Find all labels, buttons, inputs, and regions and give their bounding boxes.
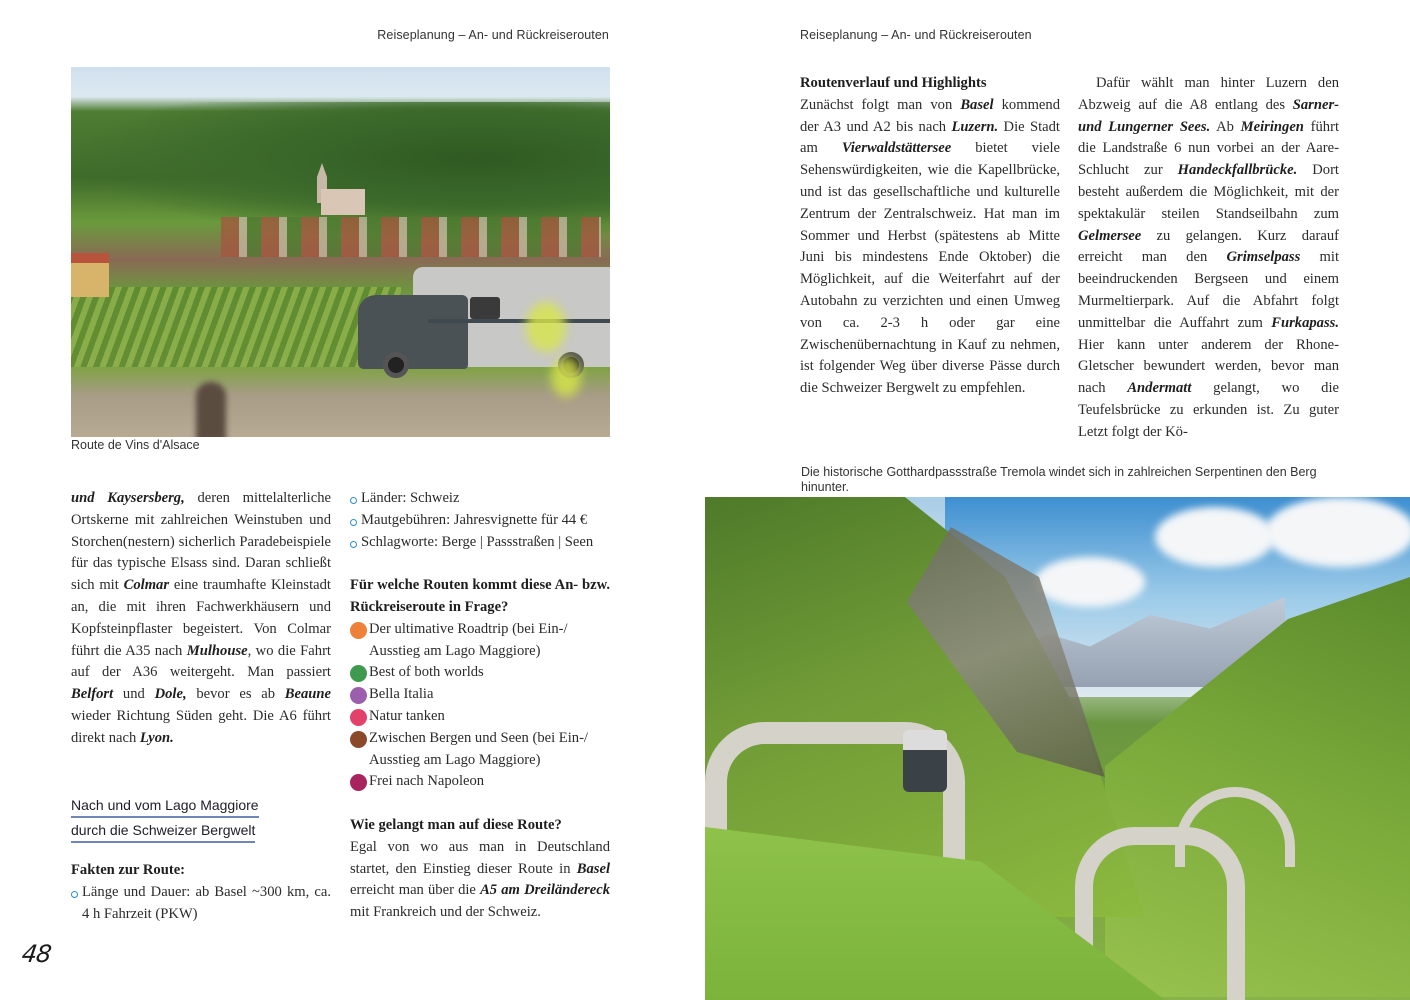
emphasized-place: Sarner- und Lungerner Sees. bbox=[1078, 96, 1339, 135]
fact-item: Mautgebühren: Jahresvignette für 44 € bbox=[350, 510, 610, 532]
photo-post bbox=[196, 382, 226, 437]
right-page bbox=[705, 0, 1410, 1000]
text-run: , wo die Fahrt auf der A36 weitergeht. Man passiert bbox=[71, 642, 331, 681]
route-paragraph-continued bbox=[1078, 73, 1339, 444]
emphasized-place: und Kaysersberg, bbox=[71, 490, 185, 506]
camper-cabin bbox=[358, 295, 468, 369]
emphasized-place: A5 am Dreiländereck bbox=[480, 882, 610, 899]
column-1 bbox=[71, 488, 331, 750]
route-color-dot-icon bbox=[350, 665, 367, 682]
text-run: Hier kann unter anderem der Rhone-Gletscher bewundert werden, bevor man nach bbox=[1078, 336, 1339, 397]
photo-cloud bbox=[1155, 507, 1275, 567]
route-item bbox=[350, 619, 610, 663]
route-color-dot-icon bbox=[350, 709, 367, 726]
emphasized-place: Andermatt bbox=[1127, 380, 1192, 397]
text-run: Egal von wo aus man in Deutschland startet, den Einstieg dieser Route in bbox=[350, 838, 610, 877]
emphasized-place: Dole, bbox=[154, 686, 187, 703]
text-run: erreicht man über die bbox=[350, 882, 481, 899]
running-head: Reiseplanung – An- und Rückreiserouten bbox=[377, 28, 609, 42]
emphasized-place: Luzern. bbox=[951, 118, 999, 135]
route-label: Frei nach Napoleon bbox=[369, 773, 485, 790]
text-run: kommend der A3 und A2 bis nach bbox=[800, 96, 1060, 135]
facts-heading: Fakten zur Route: bbox=[71, 862, 186, 878]
photo-church bbox=[321, 189, 365, 215]
route-color-dot-icon bbox=[350, 774, 367, 791]
camper-wheel bbox=[383, 352, 409, 378]
text-run: bevor es ab bbox=[186, 686, 285, 703]
section-title-line1: Nach und vom Lago Maggiore bbox=[71, 794, 259, 818]
text-run: und bbox=[113, 686, 155, 703]
photo-house bbox=[71, 253, 109, 297]
route-label: Der ultimative Roadtrip (bei Ein-/ Ausstieg am Lago Maggiore) bbox=[369, 620, 568, 659]
photo-tremola-serpentines bbox=[705, 497, 1410, 1000]
page-number: 48 bbox=[20, 940, 53, 968]
route-paragraph bbox=[800, 95, 1060, 400]
route-label: Bella Italia bbox=[369, 686, 434, 703]
column-2 bbox=[350, 488, 610, 924]
emphasized-place: Mulhouse bbox=[186, 642, 248, 659]
photo-camper bbox=[903, 730, 947, 792]
photo-cloud bbox=[1035, 557, 1145, 607]
text-run: mit beeindruckenden Bergseen und einem Murmeltierpark. Auf die Abfahrt folgt unmittelbar die Auffahrt zum bbox=[1078, 249, 1340, 331]
text-run: gelangt, wo die Teufelsbrücke zu erkunden ist. Zu guter Letzt folgt der Kö- bbox=[1078, 380, 1339, 440]
route-highlights-heading: Routenverlauf und Highlights bbox=[800, 75, 987, 91]
text-run: Dafür wählt man hinter Luzern den Abzweig auf die A8 entlang des bbox=[1078, 75, 1339, 113]
text-run: eine traumhafte Kleinstadt an, die mit ihren Fachwerkhäusern und Kopfsteinpflaster begeistert. Von Colmar führt die A35 nach bbox=[71, 577, 331, 659]
text-run: zu gelangen. Kurz darauf erreicht man den bbox=[1078, 227, 1339, 266]
photo-caption: Route de Vins d'Alsace bbox=[71, 438, 200, 452]
emphasized-place: Colmar bbox=[123, 577, 170, 594]
text-run: wieder Richtung Süden geht. Die A6 führt direkt nach bbox=[71, 707, 331, 746]
facts-box bbox=[71, 860, 331, 925]
route-label: Natur tanken bbox=[369, 707, 445, 724]
emphasized-place: Lyon. bbox=[139, 729, 174, 746]
route-item bbox=[350, 662, 610, 684]
emphasized-place: Gelmersee bbox=[1078, 227, 1142, 244]
route-color-dot-icon bbox=[350, 731, 367, 748]
section-title-line2: durch die Schweizer Bergwelt bbox=[71, 819, 255, 843]
text-run: führt die Landstraße 6 nun vorbei an der Aare-Schlucht zur bbox=[1078, 118, 1339, 179]
emphasized-place: Beaune bbox=[284, 686, 331, 703]
section-title bbox=[71, 794, 259, 844]
camper-window bbox=[470, 297, 500, 319]
emphasized-place: Vierwaldstättersee bbox=[841, 140, 952, 157]
photo-leaf bbox=[551, 357, 581, 397]
text-run: Zunächst folgt man von bbox=[800, 96, 961, 113]
route-label: Zwischen Bergen und Seen (bei Ein-/ Ausstieg am Lago Maggiore) bbox=[369, 729, 588, 768]
routes-heading: Für welche Routen kommt diese An- bzw. Rückreiseroute in Frage? bbox=[350, 577, 610, 615]
photo-caption: Die historische Gotthardpassstraße Tremola windet sich in zahlreichen Serpentinen den Berg hinunter. bbox=[801, 465, 1317, 494]
route-item bbox=[350, 771, 610, 793]
route-label: Best of both worlds bbox=[369, 664, 484, 681]
route-item bbox=[350, 706, 610, 728]
text-run: bietet viele Sehenswürdigkeiten, wie die Kapellbrücke, und ist das gesellschaftliche und kulturelle Zentrum der Zentralschweiz. Hat man im Sommer und Herbst (spätestens ab Mitte Juni bis mindestens Ende Oktober) die Möglichkeit, auf die Weiterfahrt auf der Autobahn zu verzichten und einen Umweg von ca. 2-3 h oder gar eine Zwischenübernachtung in Kauf zu nehmen, ist folgender Weg über diverse Pässe durch die Schweizer Bergwelt zu empfehlen. bbox=[800, 140, 1060, 397]
fact-item: Länge und Dauer: ab Basel ~300 km, ca. 4 h Fahrzeit (PKW) bbox=[71, 882, 331, 926]
intro-paragraph bbox=[71, 488, 331, 750]
text-run: mit Frankreich und der Schweiz. bbox=[350, 904, 541, 921]
access-heading: Wie gelangt man auf diese Route? bbox=[350, 816, 562, 833]
emphasized-place: Basel bbox=[960, 96, 994, 113]
emphasized-place: Basel bbox=[576, 860, 610, 877]
photo-cloud bbox=[1265, 497, 1410, 567]
photo-village bbox=[221, 217, 601, 257]
text-run: Die Stadt am bbox=[800, 118, 1060, 157]
photo-leaf bbox=[526, 302, 566, 352]
photo-ground bbox=[71, 367, 610, 437]
text-run: deren mittelalterliche Ortskerne mit zahlreichen Weinstuben und Storchen(nestern) sicherlich Paradebeispiele für das typische Elsass sind. Daran schließt sich mit bbox=[71, 490, 331, 594]
text-run: Dort besteht außerdem die Möglichkeit, mit der spektakulär steilen Standseilbahn zum bbox=[1078, 162, 1339, 222]
emphasized-place: Meiringen bbox=[1240, 118, 1304, 135]
running-head: Reiseplanung – An- und Rückreiserouten bbox=[800, 28, 1032, 42]
facts-list bbox=[71, 882, 331, 926]
emphasized-place: Furkapass. bbox=[1271, 314, 1339, 331]
fact-item: Schlagworte: Berge | Passstraßen | Seen bbox=[350, 532, 610, 554]
routes-list bbox=[350, 619, 610, 793]
column-2 bbox=[1078, 73, 1339, 444]
route-item bbox=[350, 684, 610, 706]
text-run: Ab bbox=[1210, 118, 1241, 135]
column-1 bbox=[800, 73, 1060, 400]
route-color-dot-icon bbox=[350, 622, 367, 639]
emphasized-place: Grimselpass bbox=[1226, 249, 1301, 266]
emphasized-place: Belfort bbox=[71, 686, 114, 703]
camper-stripe bbox=[428, 319, 610, 323]
route-item bbox=[350, 728, 610, 772]
photo-alsace-vineyard bbox=[71, 67, 610, 437]
emphasized-place: Handeckfallbrücke. bbox=[1177, 162, 1298, 179]
fact-item: Länder: Schweiz bbox=[350, 488, 610, 510]
access-paragraph bbox=[350, 837, 610, 924]
facts-list-continued bbox=[350, 488, 610, 553]
route-color-dot-icon bbox=[350, 687, 367, 704]
